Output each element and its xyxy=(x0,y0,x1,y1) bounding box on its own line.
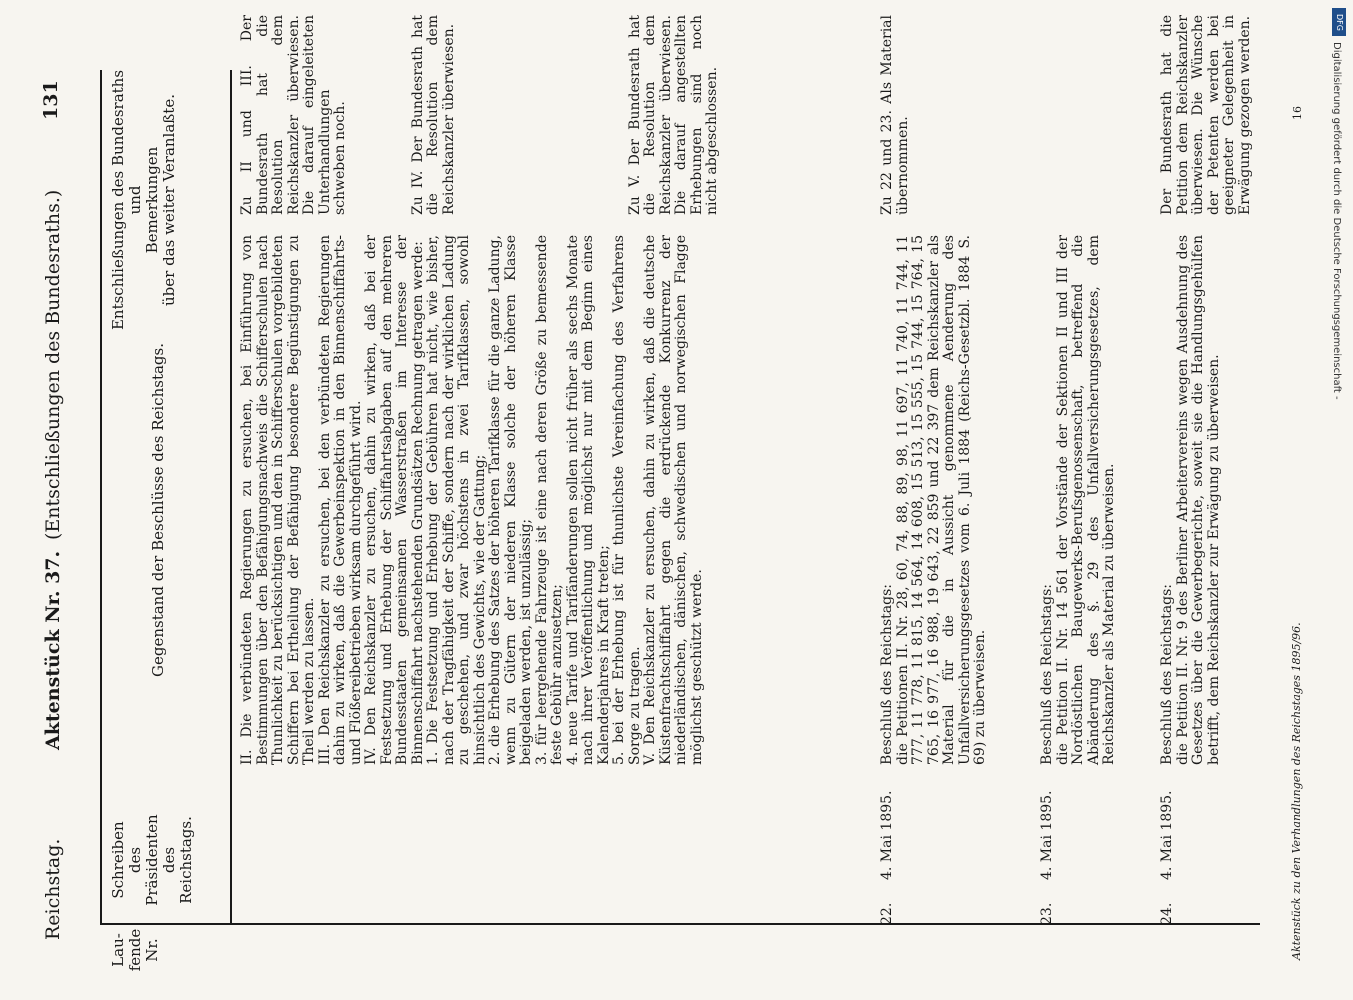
row-24-subject: Beschluß des Reichstags: die Petition II. Nr. 9 des Berliner Arbeitervereins wegen Ausdehnung des Gesetzes über die Gewerbegerichte, soweit sie die Handlungsgehülfen betrifft, dem Reichskanzler zur Erwägung zu überweisen. xyxy=(1159,235,1222,765)
dfg-watermark xyxy=(1331,8,1347,988)
row-0-decision: Zu II und III. Der Bundesrath hat die Resolution dem Reichskanzler überwiesen. Die darauf eingeleiteten Unterhandlungen schweben noch. Zu IV. Der Bundesrath hat die Resolution dem Reichskanzler überwiesen. Zu V. Der Bundesrath hat die Resolution dem Reichskanzler überwiesen. Die darauf angestellten Erhebungen sind noch nicht abgeschlossen. xyxy=(239,15,720,215)
col-line-1b xyxy=(100,923,1260,925)
page-number: 131 xyxy=(40,80,62,120)
header-bottom-rule xyxy=(230,70,232,925)
col-header-subject: Gegenstand der Beschlüsse des Reichstags. xyxy=(149,343,167,677)
header-subtitle: (Entschließungen des Bundesraths.) xyxy=(42,189,64,540)
row-24-date: 4. Mai 1895. xyxy=(1159,790,1175,880)
row-23-date: 4. Mai 1895. xyxy=(1039,790,1055,880)
watermark-text: Digitalisierung gefördert durch die Deutsche Forschungsgemeinschaft - xyxy=(1331,42,1342,400)
row-24-nr: 24. xyxy=(1159,902,1175,925)
signature-mark: 16 xyxy=(1291,106,1304,120)
row-22-decision: Zu 22 und 23. Als Material übernommen. xyxy=(879,15,911,215)
col-header-decision: Entschließungen des Bundesraths und Bemerkungen über das weiter Veranlaßte. xyxy=(109,69,178,331)
row-22-nr: 22. xyxy=(879,902,895,925)
row-22-subject: Beschluß des Reichstags: die Petitionen II. Nr. 28, 60, 74, 88, 89, 98, 11 697, 11 740, 11 744, 11 777, 11 778, 11 815, 14 564, 14 608, 15 513, 15 555, 15 744, 15 764, 15 765, 16 977, 16 988, 19 643, 22 859 und 22 397 dem Reichskanzler als Material für die in Aussicht genommene Aenderung des Unfallversicherungsgesetzes vom 6. Juli 1884 (Reichs-Gesetzbl. 1884 S. 69) zu überweisen. xyxy=(879,235,988,765)
header-left: Reichstag. xyxy=(42,838,64,940)
col-header-president: Schreiben des Präsidenten des Reichstags. xyxy=(109,814,195,906)
dfg-logo: DFG xyxy=(1332,8,1346,36)
footer-note: Aktenstück zu den Verhandlungen des Reichstages 1895/96. xyxy=(1290,622,1303,960)
header-title: Aktenstück Nr. 37. xyxy=(42,550,64,750)
table-top-rule xyxy=(100,70,102,925)
row-23-nr: 23. xyxy=(1039,902,1055,925)
col-header-nr: Lau- fende Nr. xyxy=(109,928,161,972)
row-23-subject: Beschluß des Reichstags: die Petition II. Nr. 14 561 der Vorstände der Sektionen II und III der Nordöstlichen Baugewerks-Berufsgenossenschaft, betreffend die Abänderung des §. 29 des Unfallversicherungsgesetzes, dem Reichskanzler als Material zu überweisen. xyxy=(1039,235,1117,765)
row-22-date: 4. Mai 1895. xyxy=(879,790,895,880)
row-24-decision: Der Bundesrath hat die Petition dem Reichskanzler überwiesen. Die Wünsche der Petenten werden bei geeigneter Gelegenheit in Erwägung gezogen werden. xyxy=(1159,15,1253,215)
row-0-subject: II. Die verbündeten Regierungen zu ersuchen, bei Einführung von Bestimmungen über den Befähigungsnachweis die Schifferschulen nach Thunlichkeit zu berücksichtigen und den in Schifferschulen vorgebildeten Schiffern bei Ertheilung der Befähigung besondere Begünstigungen zu Theil werden zu lassen. III. Den Reichskanzler zu ersuchen, bei den verbündeten Regierungen dahin zu wirken, daß die Gewerbeinspektion in den Binnenschiffahrts- und Flößereibetrieben wirksam durchgeführt wird. IV. Den Reichskanzler zu ersuchen, dahin zu wirken, daß bei der Festsetzung und Erhebung der Schiffahrtsabgaben auf den mehreren Bundesstaaten gemeinsamen Wasserstraßen im Interesse der Binnenschiffahrt nachstehenden Grundsätzen Rechnung getragen werde: 1. Die Festsetzung und Erhebung der Gebühren hat nicht, wie bisher, nach der Tragfähigkeit der Schiffe, sondern nach der wirklichen Ladung zu geschehen, und zwar höchstens in zwei Tarifklassen, sowohl hinsichtlich des Gewichts, wie der Gattung; 2. die Erhebung des Satzes der höheren Tarifklasse für die ganze Ladung, wenn zu Gütern der niederen Klasse solche der höheren Klasse beigeladen werden, ist unzulässig; 3. für leergehende Fahrzeuge ist eine nach deren Größe zu bemessende feste Gebühr anzusetzen; 4. neue Tarife und Tarifänderungen sollen nicht früher als sechs Monate nach ihrer Veröffentlichung und möglichst nur mit dem Beginn eines Kalenderjahres in Kraft treten; 5. bei der Erhebung ist für thunlichste Vereinfachung des Verfahrens Sorge zu tragen. V. Den Reichskanzler zu ersuchen, dahin zu wirken, daß die deutsche Küstenfrachtschiffahrt gegen die erdrückende Konkurrenz der niederländischen, dänischen, schwedischen und norwegischen Flagge möglichst geschützt werde. xyxy=(239,235,705,765)
